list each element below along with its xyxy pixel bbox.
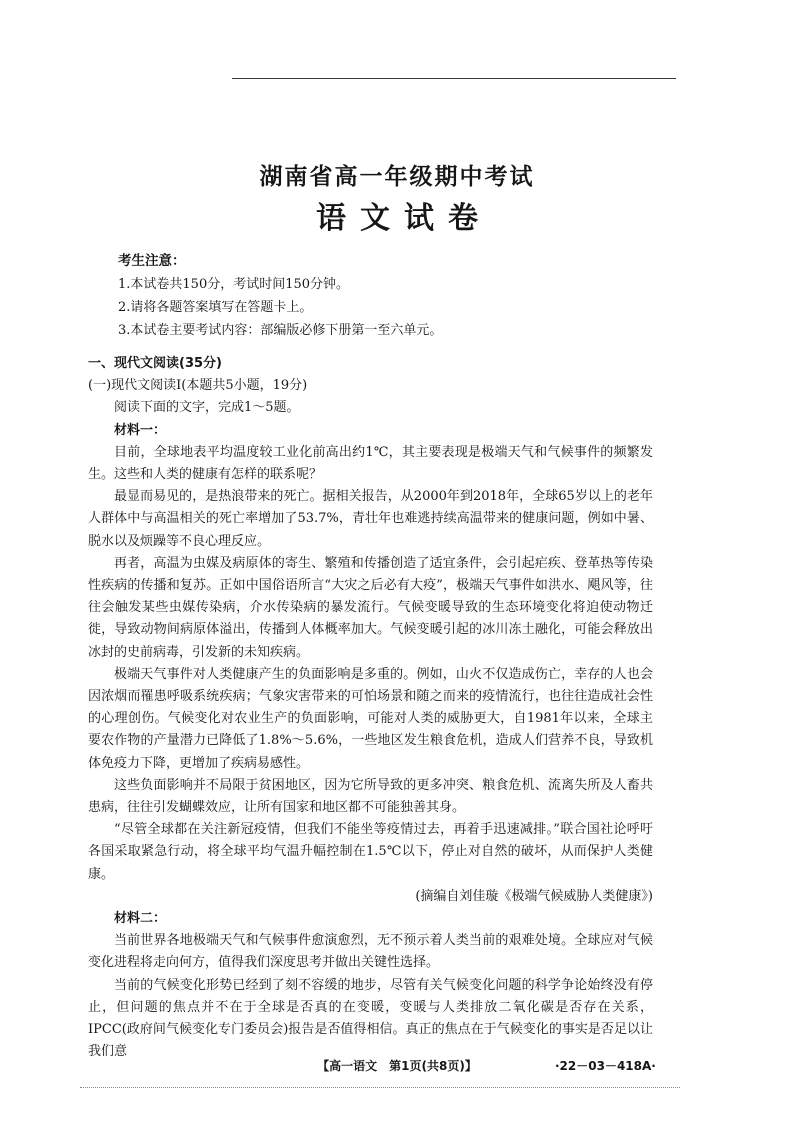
material-two-paragraph: 当前的气候变化形势已经到了刻不容缓的地步，尽管有关气候变化问题的科学争论始终没有停止，但问题的焦点并不在于全球是否真的在变暖，变暖与人类排放二氧化碳是否存在关系，IPCC(政府间气候变化专门委员会)报告是否值得相信。真正的焦点在于气候变化的事实是否足以让我们意	[88, 977, 653, 1060]
page-label: 【高一语文 第1页(共8页)】	[317, 1059, 477, 1073]
material-one-paragraph: 极端天气事件对人类健康产生的负面影响是多重的。例如，山火不仅造成伤亡，幸存的人也会因浓烟而罹患呼吸系统疾病；气象灾害带来的可怕场景和随之而来的疫情流行，也往往造成社会性的心理创伤。气候变化对农业生产的负面影响，可能对人类的威胁更大，自1981年以来，全球主要农作物的产量潜力已降低了1.8%～5.6%，一些地区发生粮食危机，造成人们营养不良，导致机体免疫力下降，更增加了疾病易感性。	[88, 666, 653, 771]
notice-item: 1.本试卷共150分，考试时间150分钟。	[118, 277, 350, 292]
candidate-notice	[118, 250, 442, 342]
material-one-source: (摘编自刘佳璇《极端气候威胁人类健康》)	[415, 888, 653, 904]
material-one-paragraph: “尽管全球都在关注新冠疫情，但我们不能坐等疫情过去，再着手迅速减排。”联合国社论呼吁各国采取紧急行动，将全球平均气温升幅控制在1.5℃以下，停止对自然的破坏，从而保护人类健康。	[88, 822, 653, 882]
notice-item: 3.本试卷主要考试内容：部编版必修下册第一至六单元。	[118, 323, 443, 338]
paper-title: 语文试卷	[316, 201, 492, 236]
material-one-label: 材料一：	[114, 422, 167, 438]
notice-heading: 考生注意：	[118, 253, 186, 269]
exam-title: 湖南省高一年级期中考试	[259, 164, 535, 190]
top-rule	[232, 78, 676, 79]
material-one-paragraph: 再者，高温为虫媒及病原体的寄生、繁殖和传播创造了适宜条件，会引起疟疾、登革热等传染性疾病的传播和复苏。正如中国俗语所言“大灾之后必有大疫”，极端天气事件如洪水、飓风等，往往会触发某些虫媒传染病，介水传染病的暴发流行。气候变暖导致的生态环境变化将迫使动物迁徙，导致动物间病原体溢出，传播到人体概率加大。气候变暖引起的冰川冻土融化，可能会释放出冰封的史前病毒，引发新的未知疾病。	[88, 555, 653, 660]
material-one-paragraph: 目前，全球地表平均温度较工业化前高出约1℃，其主要表现是极端天气和气候事件的频繁发生。这些和人类的健康有怎样的联系呢？	[88, 444, 653, 483]
material-two-paragraph: 当前世界各地极端天气和气候事件愈演愈烈，无不预示着人类当前的艰难处境。全球应对气候变化进程将走向何方，值得我们深度思考并做出关键性选择。	[88, 933, 653, 971]
notice-item: 2.请将各题答案填写在答题卡上。	[118, 300, 313, 315]
paper-code: ·22－03－418A·	[555, 1059, 656, 1073]
instruction: 阅读下面的文字，完成1～5题。	[114, 400, 300, 416]
section-heading: 一、现代文阅读(35分)	[88, 356, 222, 371]
material-two-label: 材料二：	[114, 911, 167, 927]
reading-body	[88, 353, 653, 1064]
subsection-heading: (一)现代文阅读Ⅰ(本题共5小题，19分)	[88, 378, 308, 394]
bottom-rule	[80, 1087, 680, 1088]
material-one-paragraph: 最显而易见的，是热浪带来的死亡。据相关报告，从2000年到2018年，全球65岁以上的老年人群体中与高温相关的死亡率增加了53.7%，青壮年也难逃持续高温带来的健康问题，例如中暑、脱水以及烦躁等不良心理反应。	[88, 489, 653, 549]
material-one-paragraph: 这些负面影响并不局限于贫困地区，因为它所导致的更多冲突、粮食危机、流离失所及人畜共患病，往往引发蝴蝶效应，让所有国家和地区都不可能独善其身。	[88, 777, 653, 816]
